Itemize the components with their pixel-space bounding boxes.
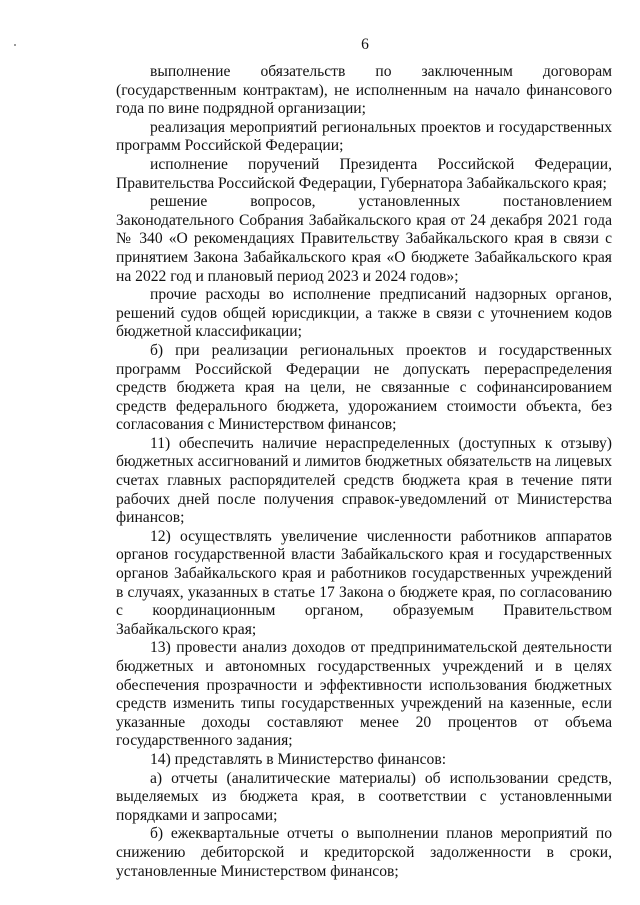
document-body: [116, 63, 612, 881]
page-number: 6: [361, 36, 369, 53]
paragraph-item-11: 11) обеспечить наличие нераспределенных (доступных к отзыву) бюджетных ассигнований и лимитов бюджетных обязательств на лицевых счетах главных распорядителей средств бюджета края в течение пяти рабочих дней после получения справок-уведомлений от Министерства финансов;: [116, 434, 612, 527]
paragraph-contract-obligations: выполнение обязательств по заключенным договорам (государственным контрактам), не исполненным на начало финансового года по вине подрядной организации;: [116, 63, 612, 118]
paragraph-item-14: 14) представлять в Министерство финансов:: [150, 750, 447, 768]
paragraph-item-13: 13) провести анализ доходов от предпринимательской деятельности бюджетных и автономных государственных учреждений и в целях обеспечения прозрачности и эффективности использования бюджетных средств изменить типы государственных учреждений на казенные, если указанные доходы составляют менее 20 процентов от объема государственного задания;: [116, 639, 612, 750]
paragraph-legislative-resolution: решение вопросов, установленных постановлением Законодательного Собрания Забайкальского края от 24 декабря 2021 года № 340 «О рекомендациях Правительству Забайкальского края в связи с принятием Закона Забайкальского края «О бюджете Забайкальского края на 2022 год и плановый период 2023 и 2024 годов»;: [116, 193, 612, 285]
paragraph-item-b-redistribution: б) при реализации региональных проектов и государственных программ Российской Федерации не допускать перераспределения средств бюджета края на цели, не связанные с софинансированием средств федерального бюджета, удорожанием стоимости объекта, без согласования с Министерством финансов;: [116, 341, 612, 434]
paragraph-other-expenses: прочие расходы во исполнение предписаний надзорных органов, решений судов общей юрисдикции, а также в связи с уточнением кодов бюджетной классификации;: [116, 286, 612, 341]
paragraph-item-14a: а) отчеты (аналитические материалы) об использовании средств, выделяемых из бюджета края, в соответствии с установленными порядками и запросами;: [116, 769, 612, 824]
paragraph-item-14b: б) ежеквартальные отчеты о выполнении планов мероприятий по снижению дебиторской и кредиторской задолженности в сроки, установленные Министерством финансов;: [116, 825, 612, 880]
paragraph-president-orders: исполнение поручений Президента Российской Федерации, Правительства Российской Федерации, Губернатора Забайкальского края;: [116, 155, 612, 192]
paragraph-regional-projects: реализация мероприятий региональных проектов и государственных программ Российской Федерации;: [116, 118, 612, 155]
paragraph-item-12: 12) осуществлять увеличение численности работников аппаратов органов государственной власти Забайкальского края и государственных органов Забайкальского края и работников государственных учреждений в случаях, указанных в статье 17 Закона о бюджете края, по согласованию с координационным органом, образуемым Правительством Забайкальского края;: [116, 527, 612, 638]
